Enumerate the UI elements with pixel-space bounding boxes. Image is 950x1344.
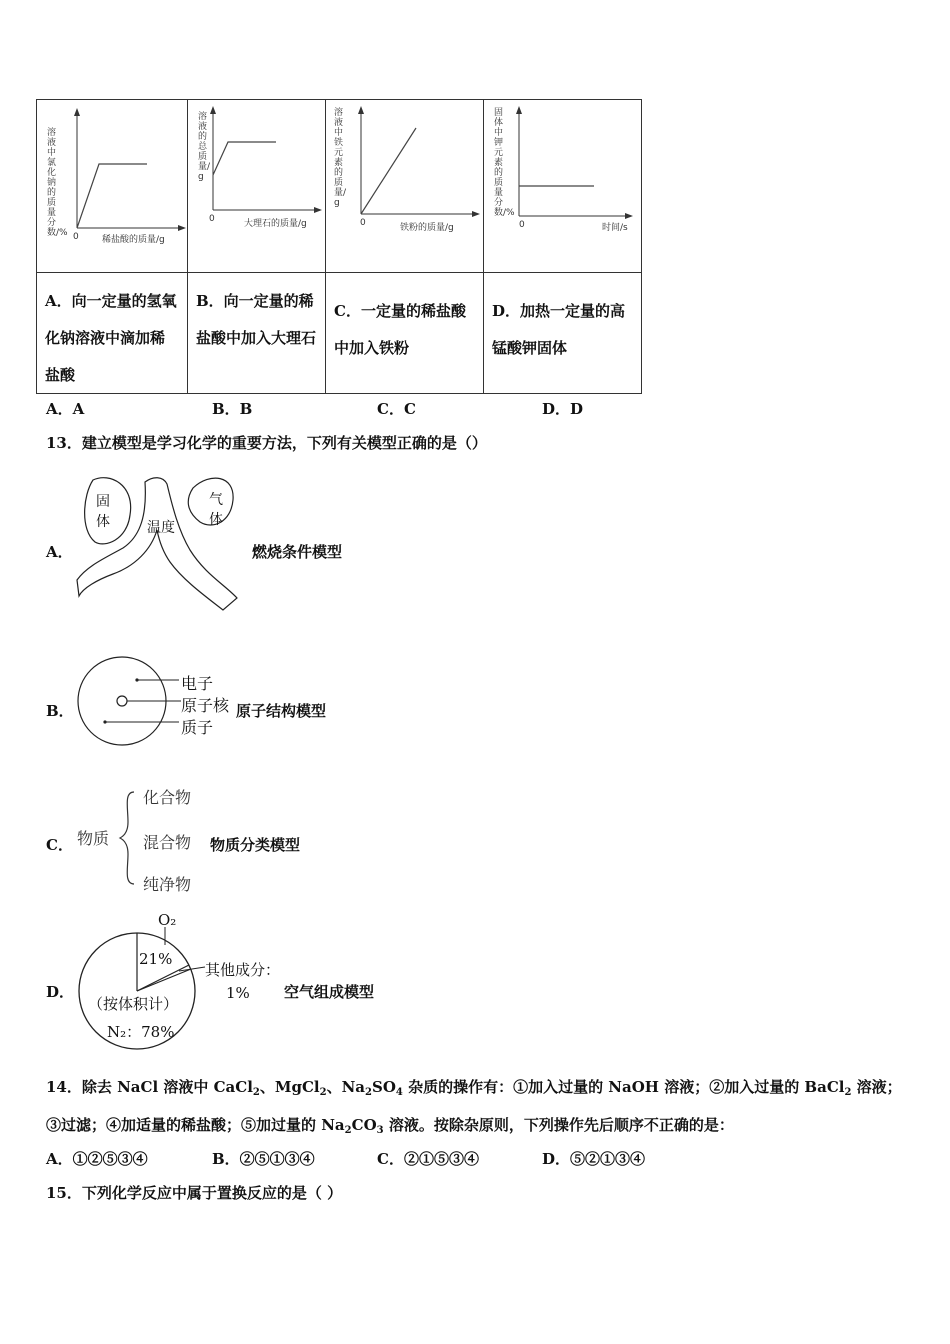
classification-item-1: 化合物 xyxy=(143,788,192,807)
q14-text: 溶液； xyxy=(851,1078,902,1096)
q14-subscript: 3 xyxy=(376,1125,384,1136)
graph-c-origin: 0 xyxy=(360,218,366,228)
pie-n2-label: N₂：78% xyxy=(107,1023,175,1041)
desc-a-text: A．向一定量的氢氧化钠溶液中滴加稀盐酸 xyxy=(45,292,177,384)
q14-subscript: 2 xyxy=(365,1087,372,1098)
pie-by-volume-label: （按体积计） xyxy=(88,995,179,1013)
q14-text: 杂质的操作有：①加入过量的 NaOH 溶液；②加入过量的 BaCl xyxy=(402,1078,845,1096)
combustion-solid-label: 固体 xyxy=(96,494,110,530)
graph-b-origin: 0 xyxy=(209,214,215,224)
q13-d-letter[interactable]: D． xyxy=(46,983,75,1001)
classification-item-3: 纯净物 xyxy=(143,875,192,894)
classification-item-2: 混合物 xyxy=(143,833,192,852)
graph-d-origin: 0 xyxy=(519,220,525,230)
atom-nucleus-label: 原子核 xyxy=(181,696,230,715)
q14-text: ③过滤；④加适量的稀盐酸；⑤加过量的 Na xyxy=(46,1116,345,1134)
graph-d xyxy=(484,100,641,272)
q14-option-a[interactable]: A．①②⑤③④ xyxy=(46,1150,148,1168)
graph-a-ylabel: 溶液中氯化钠的质量分数/% xyxy=(47,128,68,238)
q14-stem-line1 xyxy=(46,1076,902,1098)
desc-c xyxy=(326,273,483,393)
atom-proton-label: 质子 xyxy=(181,718,214,737)
graph-c xyxy=(326,100,483,272)
q14-subscript: 4 xyxy=(395,1087,403,1098)
q14-option-b[interactable]: B．②⑤①③④ xyxy=(212,1150,315,1168)
graph-a-xlabel: 稀盐酸的质量/g xyxy=(102,235,165,245)
combustion-gas-label: 气体 xyxy=(209,492,223,528)
pie-o2-percent: 21% xyxy=(139,950,173,968)
q14-subscript: 2 xyxy=(344,1125,352,1136)
graph-d-xlabel: 时间/s xyxy=(602,223,628,233)
graph-b-ylabel: 溶液的总质量/g xyxy=(198,112,211,182)
q14-text: CO xyxy=(351,1116,377,1134)
q13-b-letter[interactable]: B． xyxy=(46,702,74,720)
q12-option-b[interactable]: B．B xyxy=(212,400,253,418)
q14-text: 、MgCl xyxy=(259,1078,320,1096)
graph-a xyxy=(37,100,187,272)
combustion-temp-label: 温度 xyxy=(147,520,175,536)
pie-other-label: 其他成分： xyxy=(205,961,281,979)
graph-d-plot xyxy=(484,100,641,272)
q15-stem: 15．下列化学反应中属于置换反应的是（ ） xyxy=(46,1184,343,1202)
air-model-caption: 空气组成模型 xyxy=(284,983,375,1001)
q14-option-d[interactable]: D．⑤②①③④ xyxy=(542,1150,646,1168)
q14-subscript: 2 xyxy=(252,1087,260,1098)
combustion-model-caption: 燃烧条件模型 xyxy=(252,543,343,561)
desc-c-text: C．一定量的稀盐酸中加入铁粉 xyxy=(334,302,466,357)
q14-text: SO xyxy=(371,1078,396,1096)
q13-stem: 13．建立模型是学习化学的重要方法，下列有关模型正确的是（） xyxy=(46,434,487,452)
graph-d-ylabel: 固体中钾元素的质量分数/% xyxy=(494,108,515,218)
graph-b-plot xyxy=(188,100,325,272)
q12-graph-table xyxy=(36,99,642,394)
graph-c-xlabel: 铁粉的质量/g xyxy=(400,223,454,233)
desc-b xyxy=(188,273,325,393)
atom-model-caption: 原子结构模型 xyxy=(236,702,327,720)
q14-stem-line2 xyxy=(46,1114,734,1136)
q14-text: 14．除去 NaCl 溶液中 CaCl xyxy=(46,1078,253,1096)
q12-option-c[interactable]: C．C xyxy=(377,400,416,418)
q14-subscript: 2 xyxy=(319,1087,327,1098)
pie-o2-label: O₂ xyxy=(158,911,177,929)
graph-a-origin: 0 xyxy=(73,232,79,242)
q14-text: 、Na xyxy=(326,1078,366,1096)
atom-electron-label: 电子 xyxy=(181,674,214,693)
q14-subscript: 2 xyxy=(844,1087,852,1098)
graph-b-xlabel: 大理石的质量/g xyxy=(244,219,307,229)
graph-c-ylabel: 溶液中铁元素的质量/g xyxy=(334,108,347,208)
desc-a xyxy=(37,273,187,393)
q14-option-c[interactable]: C．②①⑤③④ xyxy=(377,1150,479,1168)
classification-root: 物质 xyxy=(77,829,110,848)
classification-brace-icon xyxy=(116,788,140,888)
q12-option-d[interactable]: D．D xyxy=(542,400,584,418)
desc-d xyxy=(484,273,641,393)
graph-c-plot xyxy=(326,100,483,272)
desc-b-text: B．向一定量的稀盐酸中加入大理石 xyxy=(196,292,317,347)
classification-model-caption: 物质分类模型 xyxy=(210,836,301,854)
q12-option-a[interactable]: A．A xyxy=(46,400,85,418)
q14-text: 溶液。按除杂原则，下列操作先后顺序不正确的是： xyxy=(383,1116,734,1134)
graph-a-plot xyxy=(37,100,187,272)
q13-a-letter[interactable]: A． xyxy=(46,543,73,561)
desc-d-text: D．加热一定量的高锰酸钾固体 xyxy=(492,302,626,357)
pie-other-percent: 1% xyxy=(226,984,250,1002)
graph-b xyxy=(188,100,325,272)
q13-c-letter[interactable]: C． xyxy=(46,836,73,854)
